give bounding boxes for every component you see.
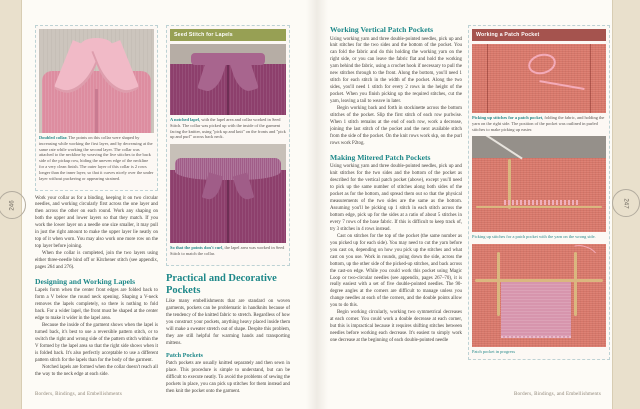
caption-text: with the lapel area and collar worked in Seed Stitch. The collar was picked up with the inside of the garment facing the knitter, using "pick up and knit" on the fronts and "pick up and purl" across back neck. <box>170 117 286 140</box>
front-opening-shape <box>227 180 229 243</box>
seed-stitch-collar-caption <box>170 245 286 257</box>
paragraph: Lapels form when the center front edges are folded back to form a V below the round neck opening. Shaping a V-neck removes the lapels completely, so there is nothing to fold back. For a wider lapel, the front must be shaped at the center edge to make it wider in the lapel area. <box>35 288 158 322</box>
placket-shape <box>95 89 98 133</box>
page-number-right <box>612 189 640 217</box>
caption-text: The points on this collar were shaped by increasing while working the first layer, and by decreasing at the same rate while working the second layer. The collar was attached to the neckline by weaving the live stitches to the back side of the pickup row, hiding the uneven edge of the neckline for a very clean finish. The outer layer of this collar is 2 rows longer than the inner layer, so that it curves nicely over the under layer without puckering or appearing strained. <box>39 135 154 181</box>
caption-text: Picking up stitches for a patch pocket with the yarn on the wrong side. <box>472 234 596 240</box>
left-page-column-2 <box>166 25 290 393</box>
yarn-strand-shape <box>567 244 600 267</box>
pickup-wrong-side-caption <box>472 234 606 240</box>
book-gutter-shadow <box>306 0 328 409</box>
pickup-right-side-caption <box>472 115 606 132</box>
sidebar-title-bar: Seed Stitch for Lapels <box>170 29 286 41</box>
heading-patch-pockets: Patch Pockets <box>166 352 203 360</box>
paragraph: Patch pockets are usually knitted separately and then sewn in place. This procedure is simple to understand, but can be difficult to execute neatly. To avoid the problems of sewing the pockets in place, you can pick up stitches for them instead and then knit the pocket onto the garment. <box>166 361 290 393</box>
paragraph: Because the inside of the garment shows when the lapel is turned back, it's best to use a reversible pattern stitch, or to switch the right and wrong side of the pattern stitch within the V formed by the lapel area so that the right side shows when it is folded back. It's also perfectly acceptable to use a different pattern stitch for the lapels than for the body of the garment. <box>35 323 158 364</box>
notched-lapel-caption <box>170 117 286 140</box>
yarn-loop-shape <box>526 51 558 77</box>
picked-up-stitches-shape <box>504 200 579 205</box>
heading-designing-lapels: Designing and Working Lapels <box>35 276 136 286</box>
needle-left-shape <box>497 252 500 316</box>
left-page-column-1 <box>35 25 158 387</box>
paragraph: Like many embellishments that are standard on woven garments, pockets can be problematic in handknits because of the tendency of the knitted fabric to stretch. Regardless of how you construct your pockets, anything heavy placed inside them will make a sweater stretch out of shape. Despite this problem, they are still helpful for warming hands and transporting mittens. <box>166 299 290 347</box>
heading-mitered-patch-pockets: Making Mitered Patch Pockets <box>330 152 431 162</box>
page-number-text: 246 <box>8 199 16 211</box>
caption-text: the lapel area was worked in Seed Stitch to match the collar. <box>170 245 285 257</box>
left-page-footer: Borders, Bindings, and Embellishments <box>35 392 122 397</box>
needle-horizontal-shape <box>475 279 604 282</box>
page-number-text: 247 <box>622 197 630 209</box>
right-page-sidebar-column <box>468 25 610 387</box>
pocket-in-progress-photo <box>472 244 606 347</box>
paragraph: Using working yarn and three double-pointed needles, pick up and knit stitches for the two sides and the bottom of the pocket. You can fold the fabric and do this holding the working yarn on the right side, or you can leave the fabric flat and hold the working yarn behind the fabric, using a crochet hook if necessary to pull the new stitches through to the front. Along the bottom, you'll need 1 stitch for each stitch in the width of the pocket. Along the two sides, you'll need 1 stitch for every 2 rows in the height of the pocket. When you finish picking up the required stitches, cut the yarn, leaving a tail to weave in later. <box>330 36 462 105</box>
seed-stitch-sidebar <box>166 25 290 266</box>
doubled-collar-photo <box>39 29 154 133</box>
paragraph: When the collar is completed, join the two layers using either three-needle bind off or Kitchener stitch (see appendix, pages 264 and 276). <box>35 251 158 271</box>
sidebar-title-bar: Working a Patch Pocket <box>472 29 606 41</box>
paragraph: Cast on stitches for the top of the pocket (the same number as you picked up for each side). You may need to cut the yarn before you cast on, depending on how you pick up the stitches and what cast on you use. Work in rounds, going down the side, across the bottom, up the other side of the picked-up stitches, and back across the cast-on edge. While you could work this pocket using Magic Loop or two-circular needles (see appendix, pages 267–70), it is really easiest with a set of five double-pointed needles. The 90-degree angles at the corners are difficult to manage unless you change needles at each of the corners, and the double points allow you to do this. <box>330 233 462 309</box>
caption-text: Patch pocket in progress <box>472 349 516 355</box>
notched-lapel-photo <box>170 44 286 115</box>
pickup-wrong-side-photo <box>472 136 606 232</box>
paragraph: Work your collar as for a binding, keeping it on two circular needles, and working circularly first across the one layer and then across the other on each round. Work any shaping on both the upper and lower layers so that they match. If you work the lower layer on a needle one size smaller, it may pull in just the right amount to make the upper layer lie neatly on top of it when worn. You may also work one more row on the top layer before joining. <box>35 195 158 250</box>
doubled-collar-figure <box>35 25 158 191</box>
caption-lead: So that the points don't curl, <box>170 245 224 251</box>
pockets-body <box>166 299 290 393</box>
caption-lead: Picking up stitches for a patch pocket, <box>472 115 544 120</box>
caption-lead: A notched lapel, <box>170 117 201 122</box>
left-column-body <box>35 196 158 379</box>
heading-practical-pockets: Practical and Decorative Pockets <box>166 272 277 296</box>
doubled-collar-caption <box>39 135 154 182</box>
purl-outline-left-shape <box>487 44 489 113</box>
seed-stitch-collar-photo <box>170 144 286 243</box>
pocket-in-progress-caption <box>472 349 606 355</box>
purl-outline-right-shape <box>590 44 592 113</box>
right-page-footer: Borders, Bindings, and Embellishments <box>514 392 601 397</box>
yarn-tail-shape <box>539 80 584 90</box>
pocket-fabric-shape <box>501 280 571 338</box>
paragraph: Begin working circularly, working two symmetrical decreases at each corner. You could work a double decrease at each corner, but this is impractical because it requires shifting stitches between needles before working each decrease. It's easiest to simply work one decrease at the beginning of each double-pointed needle <box>330 310 462 344</box>
needle-horizontal-shape <box>476 206 602 209</box>
needle-right-shape <box>574 252 577 316</box>
paragraph: Begin working back and forth in stockinette across the bottom stitches of the pocket. Slip the first stitch of each row purlwise. When 1 stitch remains at the end of each row, work a decrease, joining the last stitch of the pocket and the next available stitch from the side of the pocket. On the knit rows work skp, on the purl rows work P2tog. <box>330 106 462 146</box>
caption-lead: Doubled collar. <box>39 135 68 140</box>
paragraph: Using working yarn and three double-pointed needles, pick up and knit stitches for the two sides and the bottom of the pocket as described for the vertical patch pocket (above), except you'll need to pick up the same number of stitches along both sides of the pocket as for the bottom, and spread them out so that the physical measurements of the two sides are the same as the bottom. Assuming you'll be picking up 1 stitch in each stitch across the bottom edge, pick up for the sides at a ratio of about 5 stitches in every 7 rows of the base fabric. If this is difficult to keep track of, try 3 stitches in 4 rows instead. <box>330 164 462 232</box>
pickup-right-side-photo <box>472 44 606 113</box>
front-opening-shape <box>227 65 229 115</box>
collar-band-shape <box>191 53 265 66</box>
right-page-column-1 <box>330 25 462 395</box>
caption-text: folding the fabric, and holding the yarn on the right side. The position of the pocket was outlined in purled stitches to make picking up easier. <box>472 115 605 132</box>
heading-vertical-patch-pockets: Working Vertical Patch Pockets <box>330 25 434 34</box>
collar-band-shape <box>175 158 282 180</box>
paragraph: Notched lapels are formed when the collar doesn't reach all the way to the neck edge at each side. <box>35 364 158 377</box>
page-number-left <box>0 191 26 219</box>
right-column-body <box>330 25 462 345</box>
patch-pocket-sidebar <box>468 25 610 360</box>
